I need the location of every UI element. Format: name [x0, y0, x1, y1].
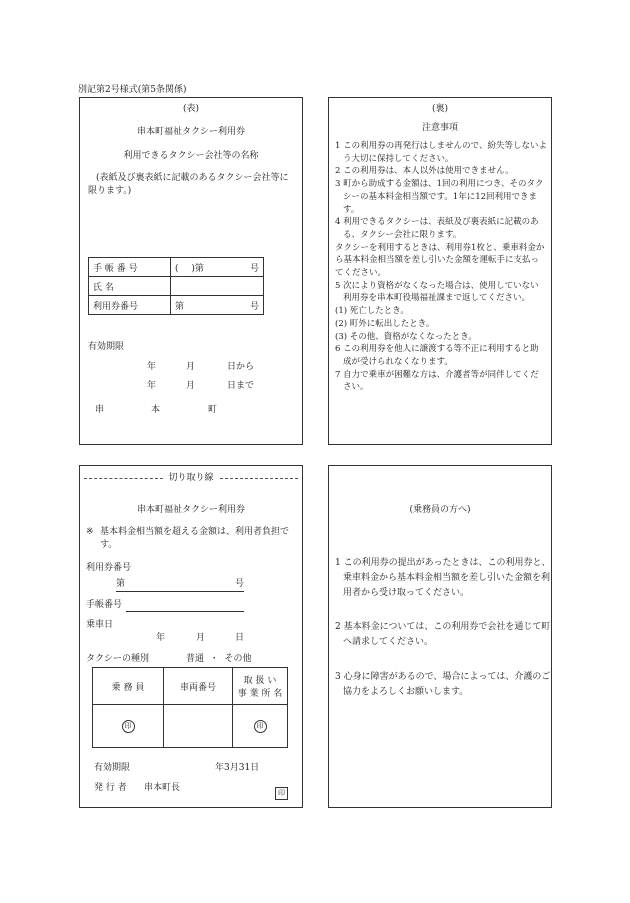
stub-ticket-label: 利用券番号 — [86, 563, 132, 573]
notice-item: 4 利用できるタクシーは、表紙及び裏表紙に記載のある、タクシー会社に限ります。 — [335, 217, 539, 240]
stub-ride-day: 日 — [235, 633, 245, 643]
cut-line-label: 切り取り線 — [168, 473, 214, 483]
stub-ticket-field: 第 号 — [116, 578, 244, 592]
cut-line — [84, 472, 298, 485]
front-subtitle: 利用できるタクシー会社等の名称 — [123, 151, 259, 161]
ticket-number-label: 利用券番号 — [89, 296, 171, 315]
crew-title: (乗務員の方へ) — [409, 505, 471, 515]
front-to-day: 日まで — [227, 381, 255, 391]
notice-item: 2 この利用券は、本人以外は使用できません。 — [335, 166, 514, 177]
crew-item-3: 3 心身に障害があるので、場合によっては、介護のご協力をよろしくお願いします。 — [335, 672, 551, 697]
form-label: 別記第2号様式(第5条関係) — [78, 85, 187, 95]
stub-notebook-field — [126, 599, 244, 612]
crew-stamp-cell — [93, 705, 164, 748]
seal-stamp: 印 — [275, 787, 288, 800]
stub-taxi-type-label: タクシーの種別 — [86, 654, 150, 664]
front-to-month: 月 — [186, 381, 196, 391]
crew-item-1: 1 この利用券の提出があったときは、この利用券と、乗車料金から基本料金相当額を差し引いた金額を利用者から受け取ってください。 — [335, 558, 551, 598]
front-from-day: 日から — [227, 362, 255, 372]
notice-item: 5 次により資格がなくなった場合は、使用していない利用券を串本町役場福祉課まで返してください。 — [335, 280, 539, 304]
back-title: 注意事項 — [421, 123, 458, 133]
notice-subitem: (2) 町外に転出したとき。 — [335, 318, 435, 329]
front-title: 串本町福祉タクシー利用券 — [136, 127, 245, 137]
seal-stamp: 印 — [122, 720, 135, 733]
stub-ride-date-label: 乗車日 — [86, 620, 114, 630]
front-from-month: 月 — [186, 362, 196, 372]
notice-subitem: (1) 死亡したとき。 — [335, 306, 409, 317]
front-panel — [79, 97, 303, 445]
front-info-table — [88, 257, 264, 315]
notice-item: 1 この利用券の再発行はしませんので、紛失等しないよう大切に保持してください。 — [335, 141, 547, 164]
ticket-number-value: 第 号 — [171, 296, 264, 315]
name-value — [171, 277, 264, 296]
seal-stamp: 印 — [254, 720, 267, 733]
back-panel — [328, 97, 552, 445]
stub-note-mark: ※ — [86, 527, 94, 537]
notebook-label: 手 帳 番 号 — [89, 258, 171, 277]
crew-panel — [328, 465, 552, 808]
notice-subitem: (3) その他、資格がなくなったとき。 — [335, 331, 477, 342]
stub-notebook-label: 手帳番号 — [86, 600, 123, 610]
stub-issuer-label: 発 行 者 — [94, 783, 127, 793]
handling-office-header: 取 扱 い 事 業 所 名 — [233, 668, 288, 705]
front-town-2: 本 — [151, 405, 161, 415]
stub-validity-label: 有効期限 — [94, 763, 131, 773]
stub-table — [92, 667, 288, 748]
front-validity-label: 有効期限 — [88, 342, 125, 352]
stub-note: 基本料金相当額を超える金額は、利用者負担です。 — [100, 527, 290, 550]
front-note: (表紙及び裏表紙に記載のあるタクシー会社等に限ります。) — [88, 173, 289, 196]
issuer-seal-box — [275, 780, 288, 800]
stub-issuer-value: 串本町長 — [144, 783, 181, 793]
stub-validity-value: 年3月31日 — [215, 763, 260, 773]
crew-header: 乗 務 員 — [93, 668, 164, 705]
name-label: 氏 名 — [89, 277, 171, 296]
notice-item: 6 この利用券を他人に譲渡する等不正に利用すると助成が受けられなくなります。 — [335, 344, 539, 367]
front-to-year: 年 — [147, 381, 157, 391]
vehicle-number-cell — [164, 705, 233, 748]
front-town-1: 串 — [95, 405, 105, 415]
crew-item-2: 2 基本料金については、この利用券で会社を通じて町へ請求してください。 — [335, 622, 551, 647]
notice-item: 3 町から助成する金額は、1回の利用につき、そのタクシーの基本料金相当額です。1年に12回利用できます。 — [335, 179, 544, 215]
back-heading: (裏) — [431, 104, 449, 114]
front-heading: (表) — [182, 104, 200, 114]
notice-list — [335, 140, 547, 394]
vehicle-number-header: 車両番号 — [164, 668, 233, 705]
office-stamp-cell — [233, 705, 288, 748]
stub-title: 串本町福祉タクシー利用券 — [136, 505, 245, 515]
front-from-year: 年 — [147, 362, 157, 372]
stub-panel — [79, 465, 303, 808]
notice-item: タクシーを利用するときは、利用券1枚と、乗車料金から基本料金相当額を差し引いた金額を運転手に支払ってください。 — [335, 242, 545, 279]
stub-ride-month: 月 — [196, 633, 206, 643]
stub-ride-year: 年 — [156, 633, 166, 643]
stub-taxi-type-options: 普通 ・ その他 — [186, 654, 252, 664]
notebook-value: ( )第 号 — [171, 258, 264, 277]
front-town-3: 町 — [208, 405, 218, 415]
notice-item: 7 自力で乗車が困難な方は、介護者等が同伴してください。 — [335, 369, 539, 393]
